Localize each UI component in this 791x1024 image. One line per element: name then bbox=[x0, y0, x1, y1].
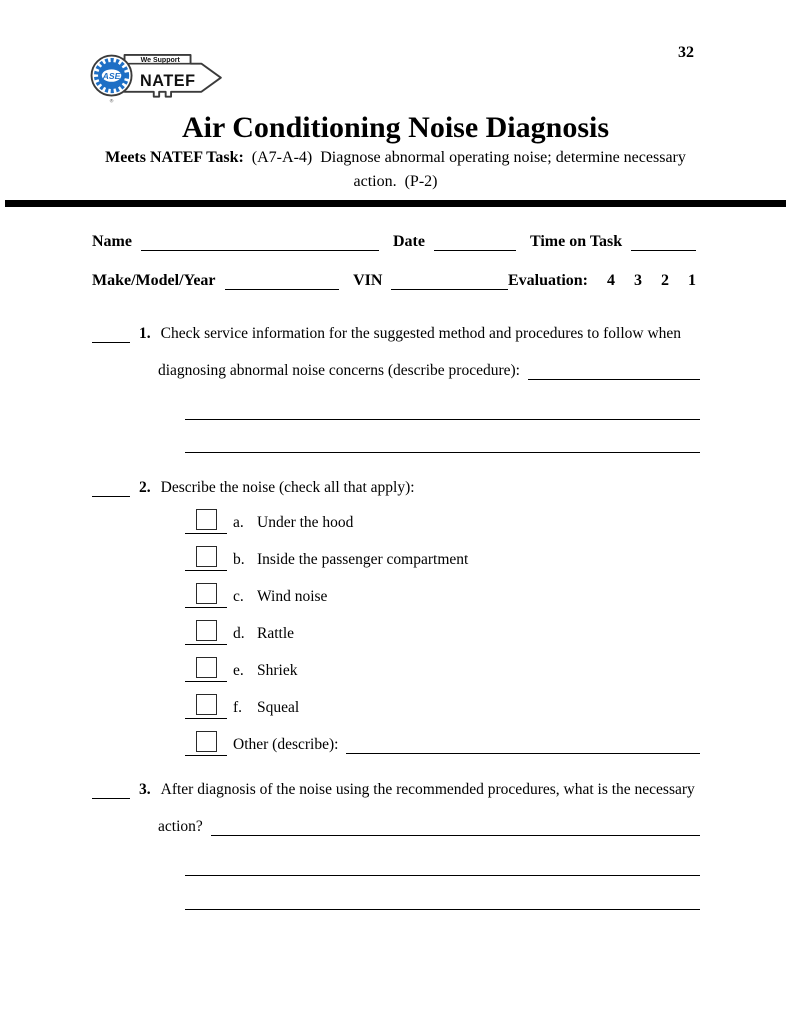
task-3-status-blank[interactable] bbox=[92, 785, 130, 799]
vin-label: VIN bbox=[353, 272, 383, 289]
checkbox-line-a bbox=[185, 509, 227, 534]
fields-row-1 bbox=[92, 233, 696, 251]
task-2-status-blank[interactable] bbox=[92, 483, 130, 497]
section-divider bbox=[5, 200, 786, 207]
task-1-text-line-2 bbox=[158, 361, 700, 380]
make-model-year-label: Make/Model/Year bbox=[92, 272, 216, 289]
name-label: Name bbox=[92, 233, 132, 250]
evaluation-score-4[interactable]: 4 bbox=[607, 272, 615, 289]
option-c-letter: c. bbox=[233, 588, 244, 605]
header-fields bbox=[92, 233, 696, 290]
task-1-text-continued: diagnosing abnormal noise concerns (describe procedure): bbox=[158, 362, 520, 379]
date-label: Date bbox=[392, 233, 425, 250]
evaluation-score-3[interactable]: 3 bbox=[634, 272, 642, 289]
name-input-line[interactable] bbox=[141, 236, 379, 251]
natef-task-text: (A7-A-4) Diagnose abnormal operating noise; determine necessary bbox=[243, 149, 686, 166]
checkbox-other[interactable] bbox=[196, 731, 217, 752]
checkbox-f[interactable] bbox=[196, 694, 217, 715]
task-3-number: 3. bbox=[139, 781, 151, 798]
task-item-3 bbox=[92, 780, 700, 799]
option-a-letter: a. bbox=[233, 514, 244, 531]
task-1-status-blank[interactable] bbox=[92, 329, 130, 343]
task-1-number: 1. bbox=[139, 325, 151, 342]
task-3-text-continued: action? bbox=[158, 818, 203, 835]
procedure-input-line[interactable] bbox=[528, 365, 700, 380]
option-f-letter: f. bbox=[233, 699, 243, 716]
page-title: Air Conditioning Noise Diagnosis bbox=[181, 111, 610, 144]
noise-option-b bbox=[185, 546, 700, 571]
checkbox-line-e bbox=[185, 657, 227, 682]
option-e-letter: e. bbox=[233, 662, 244, 679]
option-d-label: Rattle bbox=[257, 625, 295, 642]
natef-logo bbox=[86, 42, 228, 108]
checkbox-line-f bbox=[185, 694, 227, 719]
ase-logo-text: ASE bbox=[102, 70, 121, 81]
natef-text: NATEF bbox=[140, 71, 196, 90]
checkbox-a[interactable] bbox=[196, 509, 217, 530]
noise-option-c bbox=[185, 583, 700, 608]
natef-key-icon bbox=[86, 42, 228, 108]
task-2-number: 2. bbox=[139, 479, 151, 496]
task-3-text-line-2 bbox=[158, 817, 700, 836]
task-3-text: After diagnosis of the noise using the recommended procedures, what is the necessary bbox=[160, 781, 695, 798]
action-answer-line-2[interactable] bbox=[185, 876, 700, 910]
action-answer-line-1[interactable] bbox=[185, 836, 700, 876]
option-c-label: Wind noise bbox=[257, 588, 328, 605]
vin-input-line[interactable] bbox=[391, 275, 508, 290]
option-e-label: Shriek bbox=[257, 662, 298, 679]
evaluation-group bbox=[508, 272, 696, 290]
date-input-line[interactable] bbox=[434, 236, 516, 251]
task-item-2 bbox=[92, 478, 700, 497]
option-a-label: Under the hood bbox=[257, 514, 354, 531]
checkbox-e[interactable] bbox=[196, 657, 217, 678]
action-input-line[interactable] bbox=[211, 821, 700, 836]
task-2-text: Describe the noise (check all that apply): bbox=[160, 479, 415, 496]
noise-option-e bbox=[185, 657, 700, 682]
option-b-label: Inside the passenger compartment bbox=[257, 551, 469, 568]
checkbox-c[interactable] bbox=[196, 583, 217, 604]
evaluation-score-2[interactable]: 2 bbox=[661, 272, 669, 289]
procedure-answer-line-1[interactable] bbox=[185, 380, 700, 420]
noise-option-f bbox=[185, 694, 700, 719]
natef-task-label: Meets NATEF Task: bbox=[105, 149, 244, 166]
option-f-label: Squeal bbox=[257, 699, 300, 716]
evaluation-label: Evaluation: bbox=[507, 272, 588, 289]
fields-row-2 bbox=[92, 272, 696, 290]
make-model-year-input-line[interactable] bbox=[225, 275, 340, 290]
checkbox-b[interactable] bbox=[196, 546, 217, 567]
checkbox-d[interactable] bbox=[196, 620, 217, 641]
checkbox-line-d bbox=[185, 620, 227, 645]
noise-option-other bbox=[185, 731, 700, 756]
option-b-letter: b. bbox=[233, 551, 245, 568]
natef-task-line-2: action. (P-2) bbox=[353, 173, 438, 190]
we-support-text: We Support bbox=[140, 57, 180, 65]
other-describe-input-line[interactable] bbox=[346, 739, 700, 754]
checkbox-line-other bbox=[185, 731, 227, 756]
procedure-answer-line-2[interactable] bbox=[185, 420, 700, 453]
checkbox-line-c bbox=[185, 583, 227, 608]
checkbox-line-b bbox=[185, 546, 227, 571]
time-on-task-label: Time on Task bbox=[529, 233, 623, 250]
option-other-label: Other (describe): bbox=[233, 736, 339, 753]
option-d-letter: d. bbox=[233, 625, 245, 642]
registered-mark: ® bbox=[109, 99, 114, 105]
evaluation-score-1[interactable]: 1 bbox=[688, 272, 696, 289]
noise-option-a bbox=[185, 509, 700, 534]
task-item-1 bbox=[92, 324, 700, 343]
natef-task-line bbox=[0, 147, 791, 168]
noise-option-d bbox=[185, 620, 700, 645]
task-1-text: Check service information for the suggested method and procedures to follow when bbox=[160, 325, 682, 342]
page-number: 32 bbox=[678, 44, 694, 61]
time-on-task-input-line[interactable] bbox=[631, 236, 696, 251]
